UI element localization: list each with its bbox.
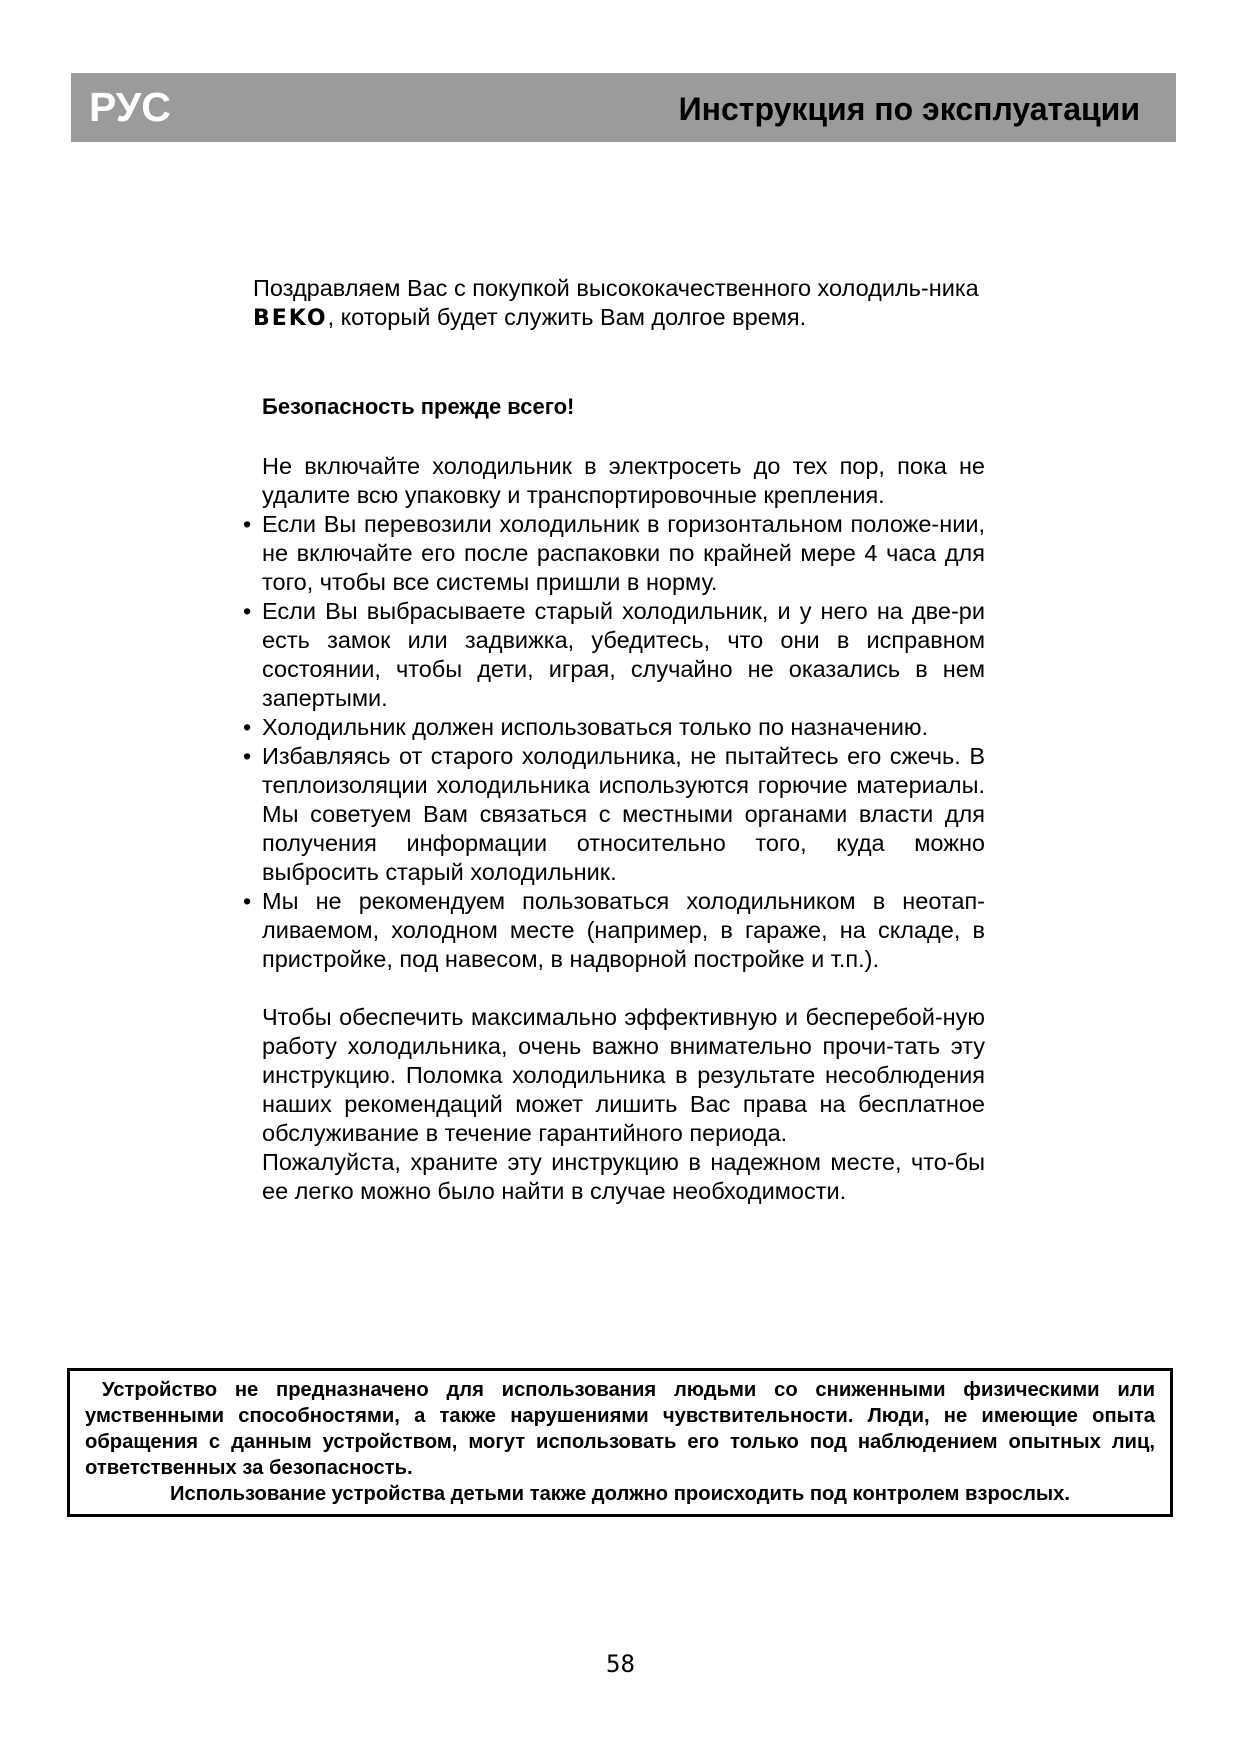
bullet-icon: • [243, 511, 252, 537]
bullet-icon: • [243, 743, 252, 769]
warning-paragraph-2: Использование устройства детьми также должно происходить под контролем взрослых. [170, 1483, 1070, 1505]
language-label: РУС [89, 84, 171, 130]
list-item [243, 713, 985, 742]
list-item-text: Мы не рекомендуем пользоваться холодильником в неотап-ливаемом, холодном месте (например, в гараже, на складе, в пристройке, под навесом, в надворной постройке и т.п.). [262, 888, 985, 972]
list-item [243, 510, 985, 597]
closing-paragraph-2: Пожалуйста, храните эту инструкцию в надежном месте, что-бы ее легко можно было найти в случае необходимости. [262, 1149, 985, 1204]
bullet-icon: • [243, 714, 252, 740]
main-content [243, 274, 985, 1206]
spacer [253, 974, 985, 1003]
list-item [243, 887, 985, 974]
intro-text-end: , который будет служить Вам долгое время. [327, 304, 807, 330]
page-number: 58 [606, 1650, 635, 1678]
closing-paragraph-1: Чтобы обеспечить максимально эффективную и бесперебой-ную работу холодильника, очень важно внимательно прочи-тать эту инструкцию. Поломка холодильника в результате несоблюдения наших рекомендаций может лишить Вас права на бесплатное обслуживание в течение гарантийного периода. [262, 1004, 985, 1146]
safety-list [243, 510, 985, 974]
header-title: Инструкция по эксплуатации [678, 91, 1140, 127]
warning-paragraph-1: Устройство не предназначено для использования людьми со сниженными физическими или умственными способностями, а также нарушениями чувствительности. Люди, не имеющие опыта обращения с данным устройством, могут использовать его только под наблюдением опытных лиц, ответственных за безопасность. [85, 1379, 1155, 1479]
list-item [243, 597, 985, 713]
list-item-text: Если Вы перевозили холодильник в горизонтальном положе-нии, не включайте его после распаковки по крайней мере 4 часа для того, чтобы все системы пришли в норму. [262, 511, 985, 595]
page-header [71, 73, 1176, 142]
list-item-text: Холодильник должен использоваться только по назначению. [262, 714, 929, 740]
list-item-text: Избавляясь от старого холодильника, не пытайтесь его сжечь. В теплоизоляции холодильника используются горючие материалы. Мы советуем Вам связаться с местными органами власти для получения информации относительно того, куда можно выбросить старый холодильник. [262, 743, 985, 885]
warning-box [67, 1368, 1173, 1517]
list-item-text: Если Вы выбрасываете старый холодильник, и у него на две-ри есть замок или задвижка, убедитесь, что они в исправном состоянии, чтобы дети, играя, случайно не оказались в нем запертыми. [262, 598, 985, 711]
safety-lead-paragraph: Не включайте холодильник в электросеть до тех пор, пока не удалите всю упаковку и транспортировочные крепления. [262, 453, 985, 508]
intro-text-start: Поздравляем Вас с покупкой высококачественного холодиль-ника [253, 275, 979, 301]
intro-paragraph [253, 274, 985, 333]
list-item [243, 742, 985, 887]
bullet-icon: • [243, 888, 252, 914]
bullet-icon: • [243, 598, 252, 624]
safety-heading: Безопасность прежде всего! [262, 394, 575, 419]
brand-name: BEKO [253, 306, 328, 331]
